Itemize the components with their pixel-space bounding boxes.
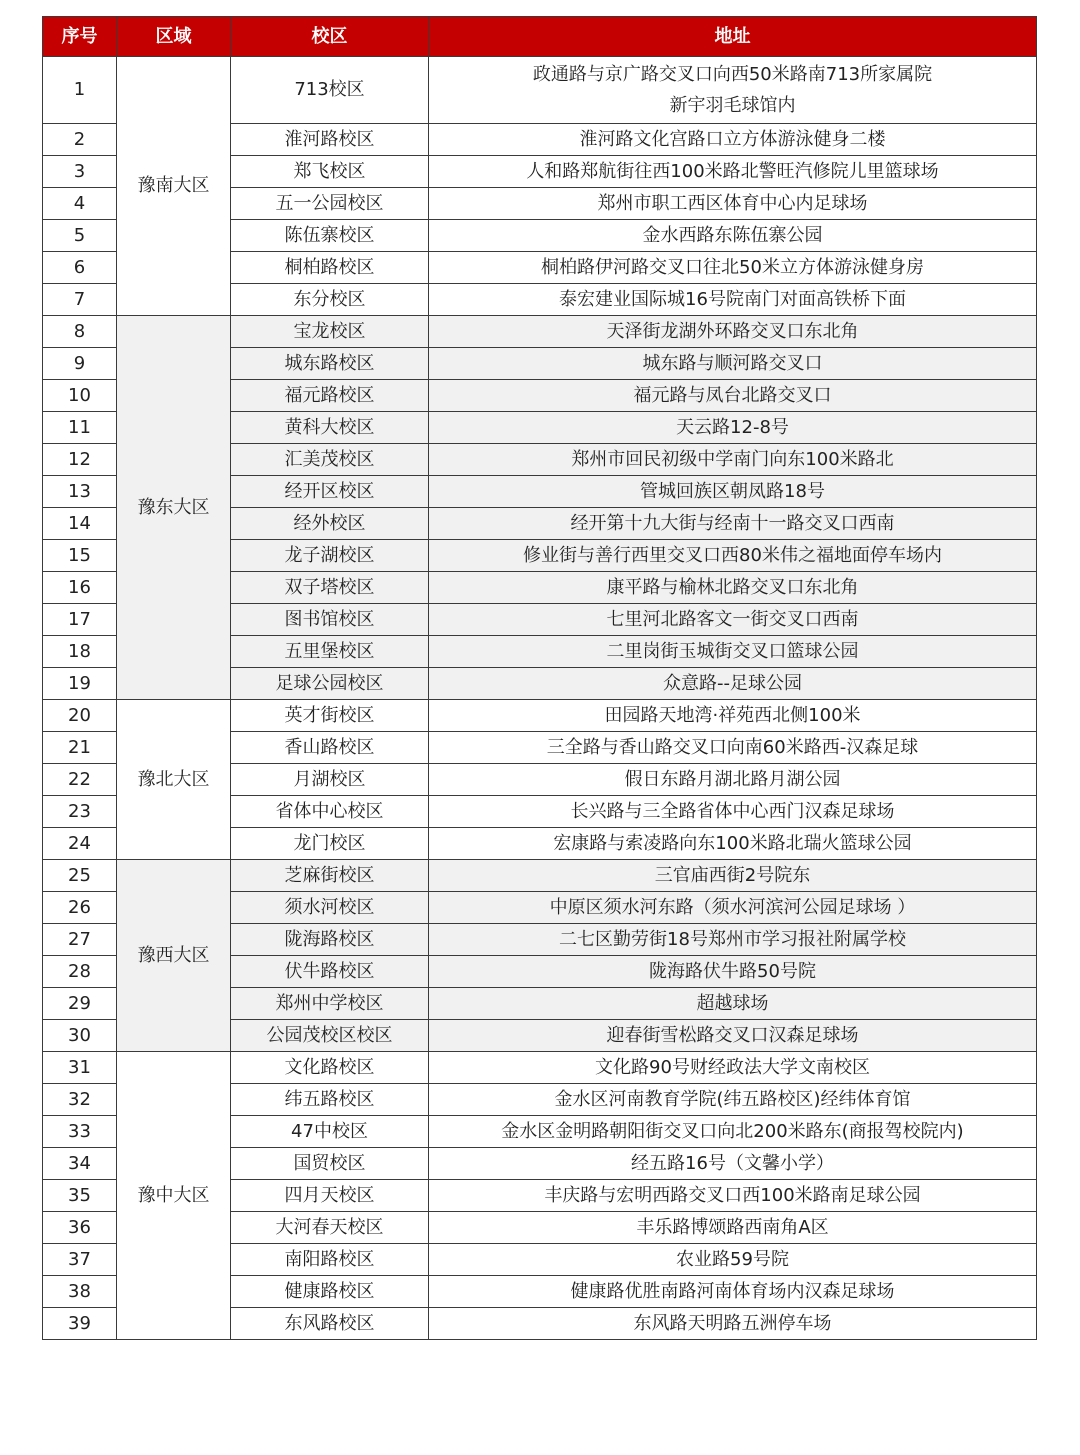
- address-line: 福元路与凤台北路交叉口: [633, 385, 832, 406]
- row-number: 7: [43, 284, 117, 316]
- row-number: 38: [43, 1276, 117, 1308]
- campus-address: [429, 924, 1037, 956]
- address-line: 健康路优胜南路河南体育场内汉森足球场: [570, 1281, 895, 1302]
- campus-address: [429, 956, 1037, 988]
- row-number: 23: [43, 796, 117, 828]
- row-number: 21: [43, 732, 117, 764]
- campus-name: 淮河路校区: [231, 124, 429, 156]
- campus-address: [429, 764, 1037, 796]
- address-line: 金水区金明路朝阳街交叉口向北200米路东(商报驾校院内): [501, 1121, 964, 1142]
- row-number: 24: [43, 828, 117, 860]
- campus-name: 五里堡校区: [231, 636, 429, 668]
- row-number: 10: [43, 380, 117, 412]
- campus-name: 宝龙校区: [231, 316, 429, 348]
- region-cell: 豫北大区: [117, 700, 231, 860]
- campus-address: [429, 188, 1037, 220]
- address-line: 金水西路东陈伍寨公园: [642, 225, 823, 246]
- campus-name: 公园茂校区校区: [231, 1020, 429, 1052]
- row-number: 20: [43, 700, 117, 732]
- address-line: 康平路与榆林北路交叉口东北角: [606, 577, 859, 598]
- campus-address: [429, 828, 1037, 860]
- campus-address-table: [42, 16, 1037, 1340]
- campus-address: [429, 892, 1037, 924]
- campus-address: [429, 1212, 1037, 1244]
- address-line: 淮河路文化宫路口立方体游泳健身二楼: [579, 129, 886, 150]
- row-number: 19: [43, 668, 117, 700]
- row-number: 26: [43, 892, 117, 924]
- row-number: 18: [43, 636, 117, 668]
- table-row: [43, 316, 1037, 348]
- row-number: 28: [43, 956, 117, 988]
- address-line: 丰庆路与宏明西路交叉口西100米路南足球公园: [544, 1185, 921, 1206]
- address-line: 农业路59号院: [676, 1249, 789, 1270]
- address-line: 郑州市回民初级中学南门向东100米路北: [571, 449, 894, 470]
- region-cell: 豫东大区: [117, 316, 231, 700]
- campus-address: [429, 1244, 1037, 1276]
- header-num: 序号: [43, 17, 117, 57]
- address-line: 陇海路伏牛路50号院: [649, 961, 816, 982]
- campus-address: [429, 508, 1037, 540]
- campus-name: 713校区: [231, 57, 429, 124]
- campus-name: 龙子湖校区: [231, 540, 429, 572]
- address-line: 泰宏建业国际城16号院南门对面高铁桥下面: [559, 289, 906, 310]
- row-number: 9: [43, 348, 117, 380]
- campus-name: 陈伍寨校区: [231, 220, 429, 252]
- campus-name: 五一公园校区: [231, 188, 429, 220]
- address-line: 宏康路与索凌路向东100米路北瑞火篮球公园: [553, 833, 912, 854]
- campus-name: 纬五路校区: [231, 1084, 429, 1116]
- address-line: 金水区河南教育学院(纬五路校区)经纬体育馆: [554, 1089, 911, 1110]
- table-row: [43, 57, 1037, 124]
- campus-address: [429, 1180, 1037, 1212]
- address-line: 文化路90号财经政法大学文南校区: [595, 1057, 870, 1078]
- campus-name: 南阳路校区: [231, 1244, 429, 1276]
- campus-name: 健康路校区: [231, 1276, 429, 1308]
- region-cell: 豫中大区: [117, 1052, 231, 1340]
- header-region: 区域: [117, 17, 231, 57]
- campus-name: 郑州中学校区: [231, 988, 429, 1020]
- header-address: 地址: [429, 17, 1037, 57]
- campus-name: 月湖校区: [231, 764, 429, 796]
- address-line: 二里岗街玉城街交叉口篮球公园: [606, 641, 859, 662]
- row-number: 4: [43, 188, 117, 220]
- campus-address: [429, 380, 1037, 412]
- campus-name: 须水河校区: [231, 892, 429, 924]
- campus-name: 香山路校区: [231, 732, 429, 764]
- row-number: 36: [43, 1212, 117, 1244]
- campus-address: [429, 732, 1037, 764]
- row-number: 5: [43, 220, 117, 252]
- campus-name: 足球公园校区: [231, 668, 429, 700]
- campus-name: 省体中心校区: [231, 796, 429, 828]
- campus-address: [429, 636, 1037, 668]
- row-number: 31: [43, 1052, 117, 1084]
- campus-name: 大河春天校区: [231, 1212, 429, 1244]
- campus-address: [429, 988, 1037, 1020]
- row-number: 34: [43, 1148, 117, 1180]
- campus-address: [429, 540, 1037, 572]
- address-line: 人和路郑航街往西100米路北警旺汽修院儿里篮球场: [526, 161, 939, 182]
- campus-address: [429, 796, 1037, 828]
- address-line: 管城回族区朝凤路18号: [640, 481, 825, 502]
- row-number: 8: [43, 316, 117, 348]
- campus-address: [429, 220, 1037, 252]
- campus-name: 伏牛路校区: [231, 956, 429, 988]
- row-number: 27: [43, 924, 117, 956]
- header-campus: 校区: [231, 17, 429, 57]
- address-line: 假日东路月湖北路月湖公园: [624, 769, 841, 790]
- row-number: 32: [43, 1084, 117, 1116]
- campus-name: 福元路校区: [231, 380, 429, 412]
- row-number: 29: [43, 988, 117, 1020]
- campus-name: 汇美茂校区: [231, 444, 429, 476]
- campus-address: [429, 57, 1037, 124]
- table-body: [43, 57, 1037, 1340]
- campus-address: [429, 156, 1037, 188]
- campus-name: 东分校区: [231, 284, 429, 316]
- row-number: 11: [43, 412, 117, 444]
- row-number: 30: [43, 1020, 117, 1052]
- address-line: 超越球场: [696, 993, 769, 1014]
- campus-address: [429, 284, 1037, 316]
- row-number: 2: [43, 124, 117, 156]
- campus-address: [429, 1308, 1037, 1340]
- row-number: 3: [43, 156, 117, 188]
- address-line: 东风路天明路五洲停车场: [633, 1313, 832, 1334]
- row-number: 14: [43, 508, 117, 540]
- row-number: 37: [43, 1244, 117, 1276]
- address-line: 经开第十九大街与经南十一路交叉口西南: [570, 513, 895, 534]
- campus-name: 经开区校区: [231, 476, 429, 508]
- campus-address: [429, 1052, 1037, 1084]
- campus-address: [429, 124, 1037, 156]
- campus-address: [429, 348, 1037, 380]
- address-line: 中原区须水河东路（须水河滨河公园足球场 ）: [549, 897, 916, 918]
- table-row: [43, 1052, 1037, 1084]
- campus-address: [429, 572, 1037, 604]
- campus-address: [429, 412, 1037, 444]
- campus-address: [429, 604, 1037, 636]
- row-number: 16: [43, 572, 117, 604]
- campus-name: 郑飞校区: [231, 156, 429, 188]
- campus-name: 经外校区: [231, 508, 429, 540]
- campus-address: [429, 860, 1037, 892]
- address-line: 城东路与顺河路交叉口: [642, 353, 823, 374]
- campus-address: [429, 1148, 1037, 1180]
- address-line: 二七区勤劳街18号郑州市学习报社附属学校: [559, 929, 906, 950]
- campus-address: [429, 252, 1037, 284]
- campus-name: 龙门校区: [231, 828, 429, 860]
- address-line: 七里河北路客文一街交叉口西南: [606, 609, 859, 630]
- row-number: 33: [43, 1116, 117, 1148]
- campus-name: 芝麻街校区: [231, 860, 429, 892]
- campus-address: [429, 444, 1037, 476]
- row-number: 1: [43, 57, 117, 124]
- row-number: 35: [43, 1180, 117, 1212]
- address-line: 新宇羽毛球馆内: [669, 95, 796, 116]
- campus-address: [429, 1276, 1037, 1308]
- row-number: 13: [43, 476, 117, 508]
- row-number: 17: [43, 604, 117, 636]
- address-line: 天泽街龙湖外环路交叉口东北角: [606, 321, 859, 342]
- table-row: [43, 700, 1037, 732]
- campus-name: 图书馆校区: [231, 604, 429, 636]
- campus-address: [429, 700, 1037, 732]
- table-header-row: [43, 17, 1037, 57]
- campus-name: 文化路校区: [231, 1052, 429, 1084]
- campus-name: 双子塔校区: [231, 572, 429, 604]
- address-line: 丰乐路博颂路西南角A区: [636, 1217, 829, 1238]
- campus-name: 桐柏路校区: [231, 252, 429, 284]
- address-line: 众意路--足球公园: [663, 673, 802, 694]
- row-number: 6: [43, 252, 117, 284]
- row-number: 25: [43, 860, 117, 892]
- campus-address: [429, 1020, 1037, 1052]
- address-line: 三官庙西街2号院东: [654, 865, 811, 886]
- region-cell: 豫西大区: [117, 860, 231, 1052]
- row-number: 12: [43, 444, 117, 476]
- table-row: [43, 860, 1037, 892]
- address-line: 郑州市职工西区体育中心内足球场: [597, 193, 868, 214]
- row-number: 15: [43, 540, 117, 572]
- row-number: 22: [43, 764, 117, 796]
- campus-name: 城东路校区: [231, 348, 429, 380]
- region-cell: 豫南大区: [117, 57, 231, 316]
- campus-name: 黄科大校区: [231, 412, 429, 444]
- campus-address: [429, 316, 1037, 348]
- address-line: 三全路与香山路交叉口向南60米路西-汉森足球: [546, 737, 919, 758]
- address-line: 天云路12-8号: [676, 417, 789, 438]
- campus-name: 47中校区: [231, 1116, 429, 1148]
- address-line: 田园路天地湾·祥苑西北侧100米: [604, 705, 861, 726]
- campus-address: [429, 476, 1037, 508]
- address-line: 迎春街雪松路交叉口汉森足球场: [606, 1025, 859, 1046]
- row-number: 39: [43, 1308, 117, 1340]
- campus-address: [429, 668, 1037, 700]
- campus-name: 四月天校区: [231, 1180, 429, 1212]
- campus-name: 陇海路校区: [231, 924, 429, 956]
- campus-name: 国贸校区: [231, 1148, 429, 1180]
- campus-name: 英才街校区: [231, 700, 429, 732]
- address-line: 修业街与善行西里交叉口西80米伟之福地面停车场内: [523, 545, 942, 566]
- address-line: 政通路与京广路交叉口向西50米路南713所家属院: [532, 64, 933, 85]
- campus-address: [429, 1116, 1037, 1148]
- address-line: 经五路16号（文馨小学）: [631, 1153, 834, 1174]
- address-line: 桐柏路伊河路交叉口往北50米立方体游泳健身房: [541, 257, 924, 278]
- address-line: 长兴路与三全路省体中心西门汉森足球场: [570, 801, 895, 822]
- campus-address: [429, 1084, 1037, 1116]
- campus-name: 东风路校区: [231, 1308, 429, 1340]
